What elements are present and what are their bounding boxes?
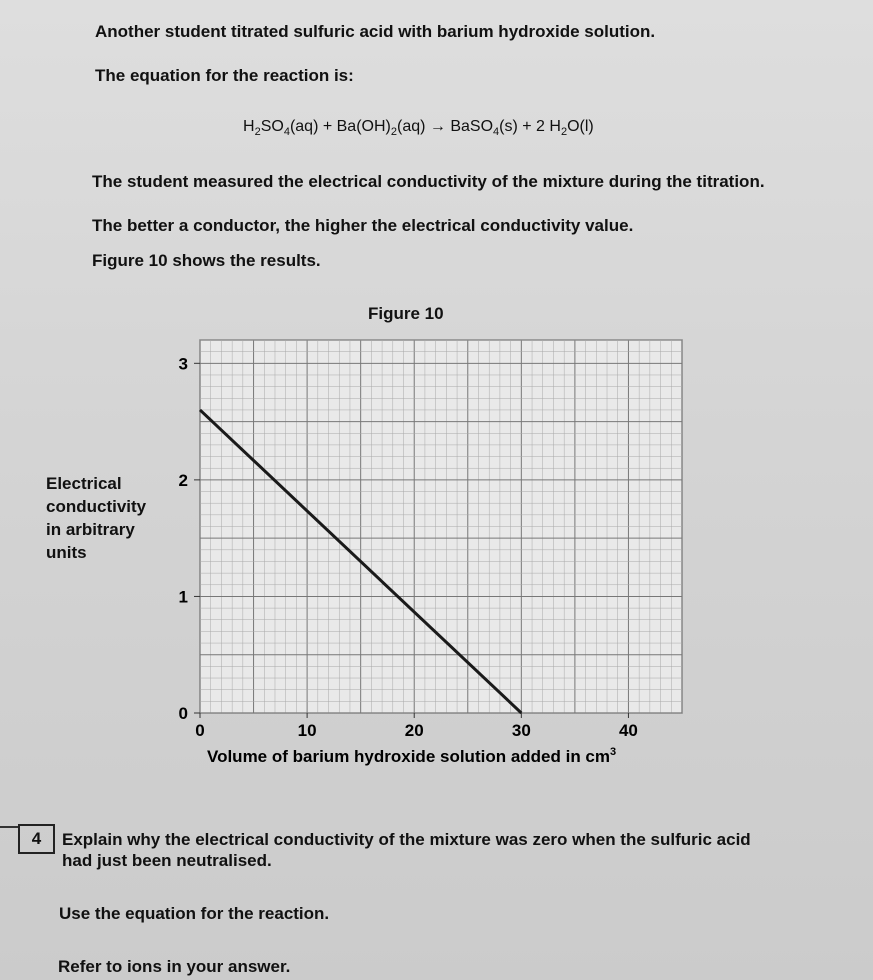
x-axis-label: Volume of barium hydroxide solution added in $cm^3$ — [207, 746, 617, 766]
use-equation-instruction: Use the equation for the reaction. — [59, 904, 330, 923]
y-tick-label: 0 — [178, 704, 188, 723]
question-rule — [0, 826, 18, 828]
y-tick-label: 1 — [178, 587, 188, 607]
y-tick-label: 3 — [178, 354, 188, 374]
question-line-2: had just been neutralised. — [62, 851, 272, 870]
measured-text: The student measured the electrical conductivity of the mixture during the titration. — [92, 172, 765, 191]
question-line-1: Explain why the electrical conductivity of the mixture was zero when the sulfuric acid — [62, 830, 751, 849]
reaction-equation: $H_2SO_4(aq) + Ba(OH)_2(aq)$ → BaSO$_4$(s) + 2 $H_2O(l)$ — [243, 118, 594, 139]
equation-label: The equation for the reaction is: — [95, 66, 354, 85]
x-tick-label: 10 — [297, 721, 317, 740]
refer-ions-instruction: Refer to ions in your answer. — [58, 957, 291, 976]
x-tick-label: 0 — [195, 721, 205, 740]
figure-reference: Figure 10 shows the results. — [92, 251, 321, 270]
better-conductor-text: The better a conductor, the higher the electrical conductivity value. — [92, 216, 634, 235]
x-tick-label: 30 — [511, 721, 531, 740]
conductivity-chart — [160, 335, 700, 775]
x-tick-label: 40 — [618, 721, 638, 740]
figure-title: Figure 10 — [368, 304, 444, 323]
y-tick-labels — [179, 354, 200, 723]
intro-text: Another student titrated sulfuric acid with barium hydroxide solution. — [95, 22, 656, 41]
y-tick-label: 2 — [178, 470, 188, 490]
y-axis-label: Electrical conductivity in arbitrary units — [46, 474, 147, 562]
x-tick-labels — [195, 713, 638, 740]
x-tick-label: 20 — [404, 721, 424, 740]
question-number-box: 4 — [18, 824, 55, 854]
chart-grid — [200, 340, 682, 713]
